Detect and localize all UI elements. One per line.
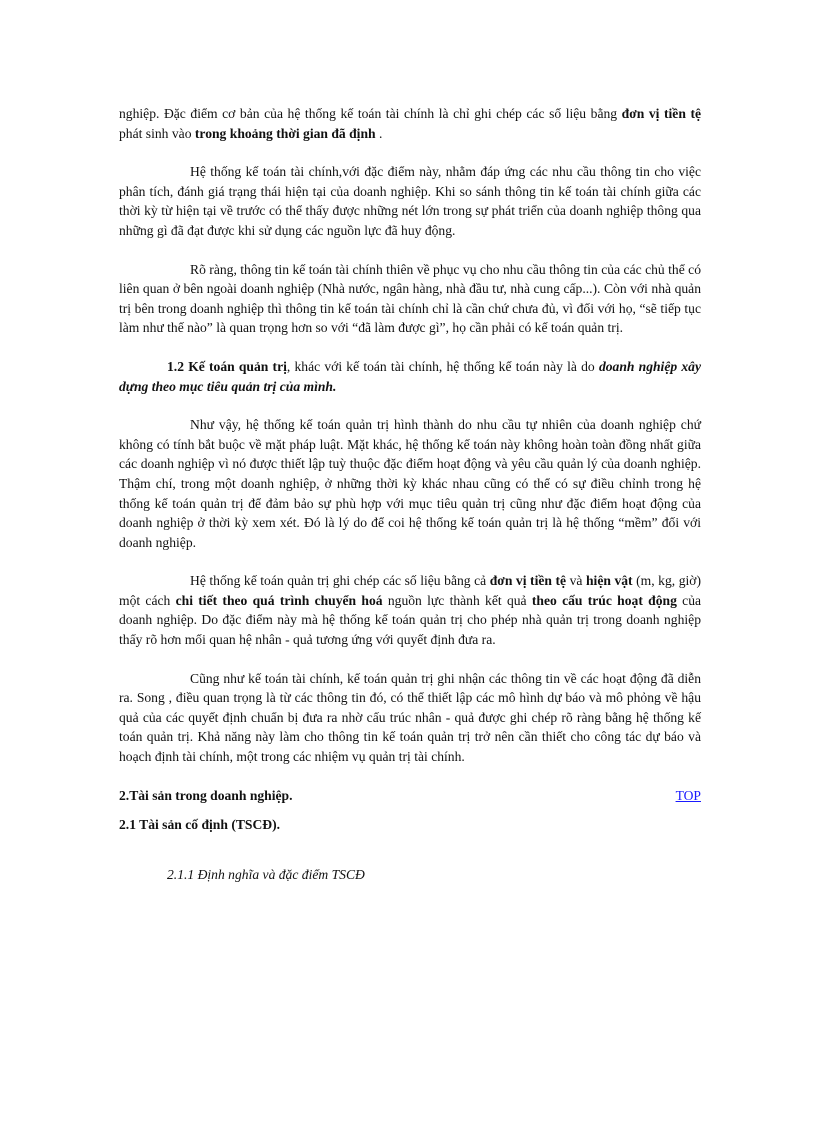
- section-2-heading-row: [119, 786, 701, 806]
- bold-text-run: hiện vật: [585, 573, 633, 589]
- paragraph-management-accounting-nature: Như vậy, hệ thống kế toán quản trị hình thành do nhu cầu tự nhiên của doanh nghiệp chứ không có tính bắt buộc về mặt pháp luật. Mặt khác, hệ thống kế toán này không hoàn toàn đồng nhất giữa các doanh nghiệp vì nó được thiết lập tuỳ thuộc đặc điểm hoạt động và yêu cầu quản lý của doanh nghiệp. Thậm chí, trong một doanh nghiệp, ở những thời kỳ khác nhau cũng có thể có sự điều chỉnh trong hệ thống kế toán quản trị để đảm bảo sự phù hợp với mục tiêu quản trị cũng như đặc điểm hoạt động của doanh nghiệp ở thời kỳ xem xét. Đó là lý do để coi hệ thống kế toán quản trị là hệ thống “mềm” đối với doanh nghiệp.: [119, 417, 701, 550]
- text-run: của doanh nghiệp. Do đặc điểm này mà hệ thống kế toán quản trị cho phép nhà quản trị trong doanh nghiệp thấy rõ hơn mối quan hệ nhân - quả tương ứng với quyết định đưa ra.: [119, 592, 702, 648]
- text-run: phát sinh vào: [119, 125, 195, 141]
- text-run: (m, kg, giờ) một cách: [119, 573, 702, 608]
- bold-italic-text-run: doanh nghiệp xây dựng theo mục tiêu quản trị của mình.: [119, 358, 701, 394]
- section-2-1-title: 2.1 Tài sản cố định (TSCĐ).: [119, 817, 281, 833]
- bold-text-run: đơn vị tiền tệ: [621, 106, 701, 121]
- text-run: .: [375, 125, 383, 141]
- paragraph-financial-accounting-purpose: Hệ thống kế toán tài chính,với đặc điểm này, nhằm đáp ứng các nhu cầu thông tin cho việc phân tích, đánh giá trạng thái hiện tại của doanh nghiệp. Khi so sánh thông tin kế toán tài chính giữa các thời kỳ từ hiện tại về trước có thể thấy được những nét lớn trong sự phát triển của doanh nghiệp thông qua những gì đã đạt được khi sử dụng các nguồn lực đã huy động.: [119, 164, 701, 238]
- paragraph-financial-accounting-external: Rõ ràng, thông tin kế toán tài chính thiên về phục vụ cho nhu cầu thông tin của các chủ thể có liên quan ở bên ngoài doanh nghiệp (Nhà nước, ngân hàng, nhà đầu tư, nhà cung cấp...). Còn với nhà quản trị bên trong doanh nghiệp thì thông tin kế toán tài chính chỉ là cần chứ chưa đủ, vì đối với họ, “sẽ tiếp tục làm như thế nào” là quan trọng hơn so với “đã làm được gì”, họ cần phải có kế toán quản trị.: [119, 261, 701, 336]
- section-2-title: 2.Tài sản trong doanh nghiệp.: [119, 787, 293, 803]
- text-run: nguồn lực thành kết quả: [382, 592, 532, 608]
- paragraph-management-accounting-forecast: Cũng như kế toán tài chính, kế toán quản trị ghi nhận các thông tin về các hoạt động đã diễn ra. Song , điều quan trọng là từ các thông tin đó, có thể thiết lập các mô hình dự báo và mô phỏng về hậu quả của các quyết định chuẩn bị đưa ra nhờ cấu trúc nhân - quả được ghi chép rõ ràng bằng hệ thống kế toán quản trị. Khả năng này làm cho thông tin kế toán quản trị trở nên cần thiết cho công tác dự báo và hoạch định tài chính, một trong các nhiệm vụ quản trị tài chính.: [119, 670, 701, 765]
- bold-text-run: trong khoảng thời gian đã định: [194, 125, 376, 141]
- paragraph-management-accounting-records: [119, 571, 701, 649]
- paragraph-intro-continuation: [119, 104, 701, 143]
- document-page: [119, 104, 701, 884]
- section-2-1-1-title: 2.1.1 Định nghĩa và đặc điểm TSCĐ: [167, 866, 365, 882]
- bold-text-run: chi tiết theo quá trình chuyển hoá: [175, 592, 383, 608]
- text-run: , khác với kế toán tài chính, hệ thống kế toán này là do: [286, 358, 599, 374]
- text-run: nghiệp. Đặc điểm cơ bản của hệ thống kế toán tài chính là chỉ ghi chép các số liệu bằng: [119, 106, 622, 121]
- section-1-2-label: 1.2 Kế toán quản trị: [167, 358, 287, 374]
- text-run: Hệ thống kế toán quản trị ghi chép các số liệu bằng cả: [190, 573, 490, 589]
- bold-text-run: theo cấu trúc hoạt động: [531, 592, 677, 608]
- paragraph-management-accounting-heading: [119, 357, 701, 396]
- text-run: và: [566, 573, 586, 589]
- bold-text-run: đơn vị tiền tệ: [489, 573, 567, 589]
- top-link[interactable]: TOP: [675, 787, 701, 803]
